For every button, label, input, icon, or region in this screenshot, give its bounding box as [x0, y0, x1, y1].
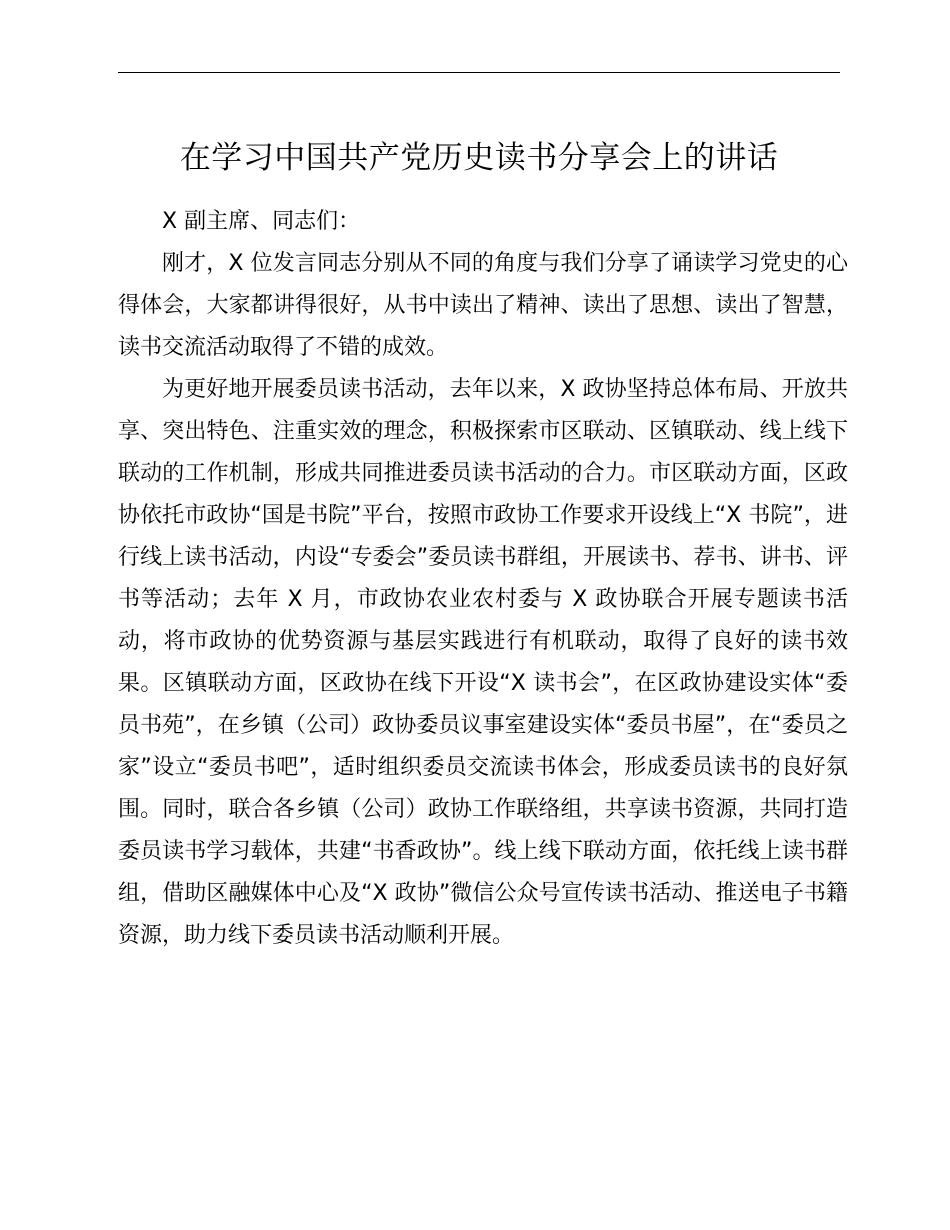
paragraph-reading-activities: 为更好地开展委员读书活动，去年以来，X 政协坚持总体布局、开放共享、突出特色、注重实效的理念，积极探索市区联动、区镇联动、线上线下联动的工作机制，形成共同推进委员读书活动的合力。市区联动方面，区政协依托市政协“国是书院”平台，按照市政协工作要求开设线上“X 书院”，进行线上读书活动，内设“专委会”委员读书群组，开展读书、荐书、讲书、评书等活动；去年 X 月，市政协农业农村委与 X 政协联合开展专题读书活动，将市政协的优势资源与基层实践进行有机联动，取得了良好的读书效果。区镇联动方面，区政协在线下开设“X 读书会”，在区政协建设实体“委员书苑”，在乡镇（公司）政协委员议事室建设实体“委员书屋”，在“委员之家”设立“委员书吧”，适时组织委员交流读书体会，形成委员读书的良好氛围。同时，联合各乡镇（公司）政协工作联络组，共享读书资源，共同打造委员读书学习载体，共建“书香政协”。线上线下联动方面，依托线上读书群组，借助区融媒体中心及“X 政协”微信公众号宣传读书活动、推送电子书籍资源，助力线下委员读书活动顺利开展。: [118, 377, 848, 948]
salutation: X 副主席、同志们：: [162, 209, 361, 234]
document-title: 在学习中国共产党历史读书分享会上的讲话: [179, 140, 779, 176]
paragraph-opening: 刚才，X 位发言同志分别从不同的角度与我们分享了诵读学习党史的心得体会，大家都讲得很好，从书中读出了精神、读出了思想、读出了智慧，读书交流活动取得了不错的成效。: [118, 251, 848, 360]
header-rule: [118, 72, 840, 73]
document-body: [118, 201, 848, 957]
